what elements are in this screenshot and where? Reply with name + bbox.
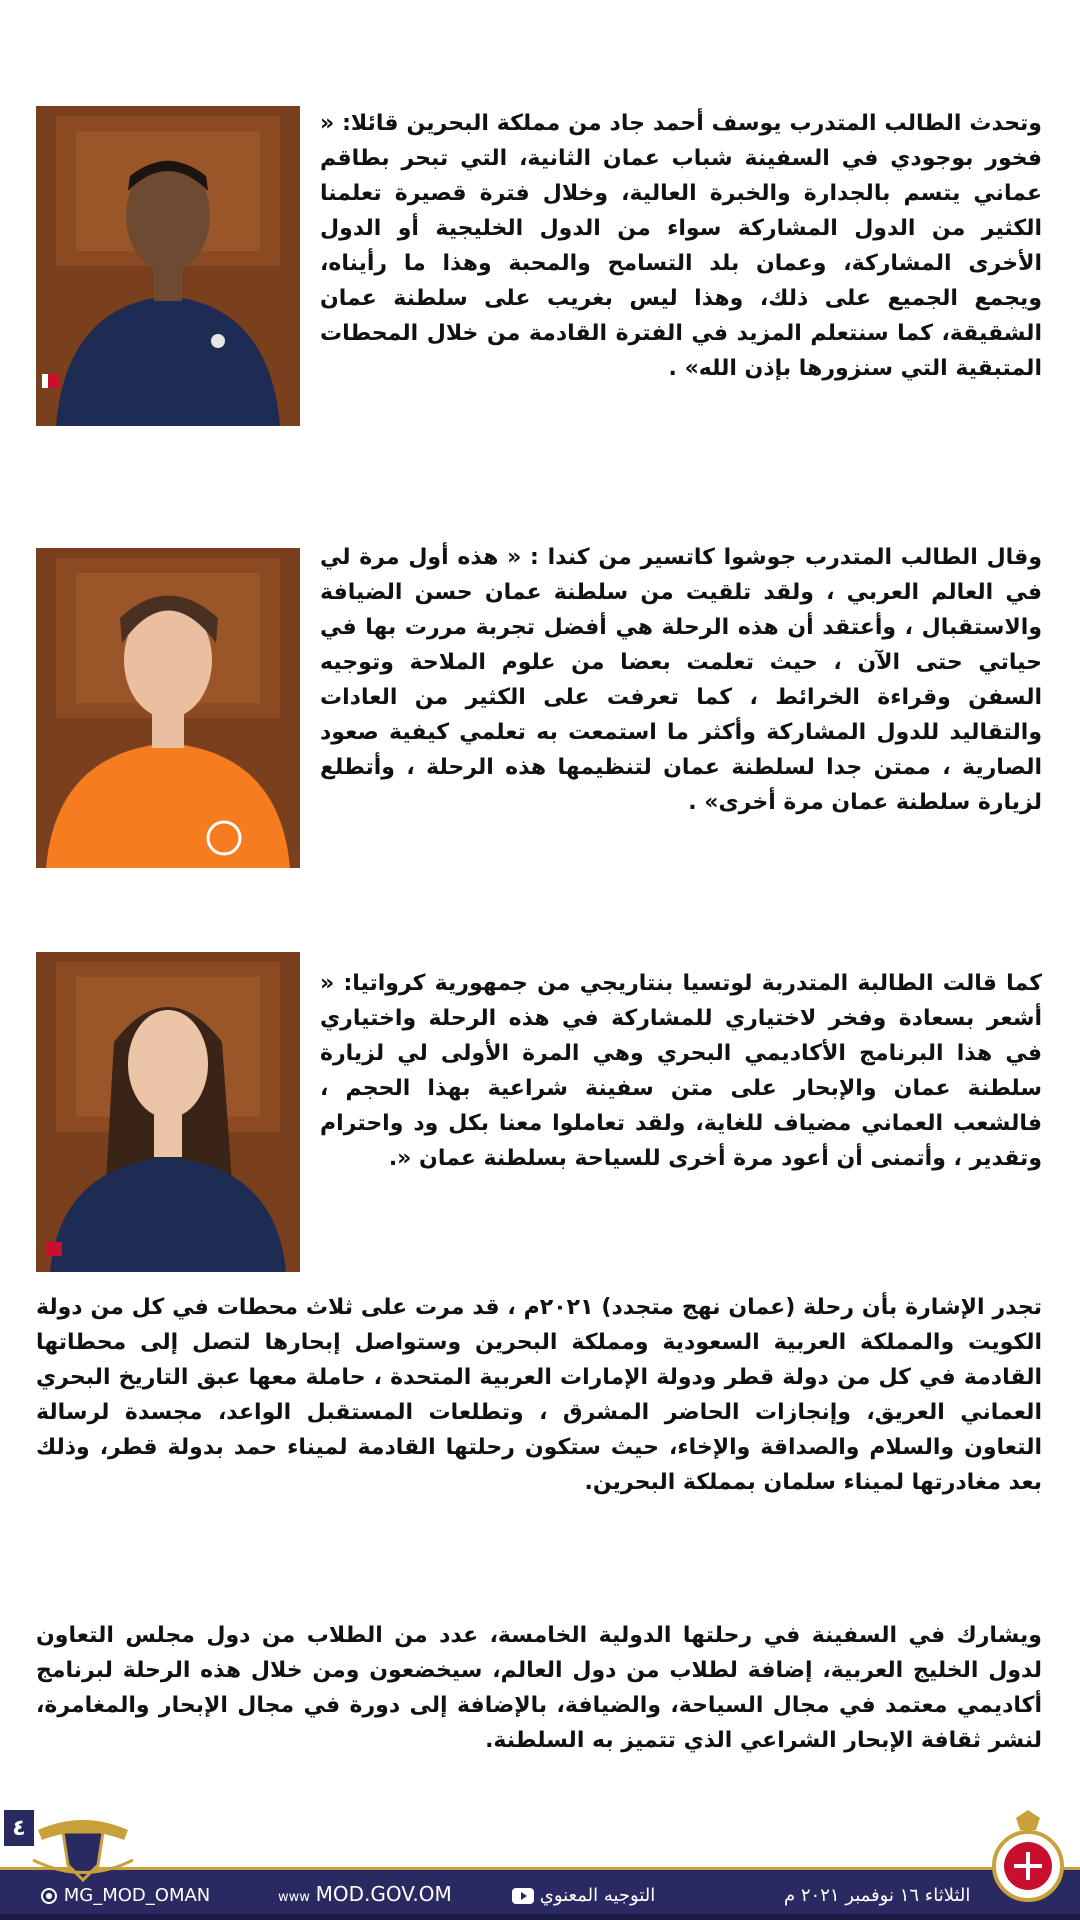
page-footer — [0, 1836, 1080, 1920]
footer-social-handle: MG_MOD_OMAN — [63, 1885, 211, 1906]
photo-trainee-croatia — [36, 952, 300, 1272]
paragraph-trainee-bahrain: وتحدث الطالب المتدرب يوسف أحمد جاد من مملكة البحرين قائلا: « فخور بوجودي في السفينة شباب عمان الثانية، التي تبحر بطاقم عماني يتسم بالجدارة والخبرة العالية، وخلال فترة قصيرة تعلمنا الكثير من الدول المشاركة سواء من الدول الخليجية أو الدول الأخرى المشاركة، وعمان بلد التسامح والمحبة وهذا ما رأيناه، ويجمع الجميع على ذلك، وهذا ليس بغريب على سلطنة عمان الشقيقة، كما سنتعلم المزيد في الفترة القادمة من خلال المحطات المتبقية التي سنزورها بإذن الله» . — [320, 111, 1042, 381]
paragraph-trainee-croatia: كما قالت الطالبة المتدربة لوتسيا بنتاريجي من جمهورية كرواتيا: « أشعر بسعادة وفخر لاختياري للمشاركة في هذه الرحلة واختياري في هذا البرنامج الأكاديمي البحري وهي المرة الأولى لي لزيارة سلطنة عمان والإبحار على متن سفينة شراعية بهذا الحجم ، فالشعب العماني مضياف للغاية، ولقد تعاملوا معنا بكل ود واحترام وتقدير ، وأتمنى أن أعود مرة أخرى للسياحة بسلطنة عمان «. — [320, 971, 1042, 1171]
footer-department — [512, 1885, 655, 1906]
photo-trainee-canada — [36, 548, 300, 868]
page-number: ٤ — [4, 1810, 34, 1846]
paragraph-participants: ويشارك في السفينة في رحلتها الدولية الخامسة، عدد من الطلاب من دول مجلس التعاون لدول الخليج العربية، إضافة لطلاب من دول العالم، سيخضعون ومن خلال هذه الرحلة لبرنامج أكاديمي معتمد في مجال السياحة، والضيافة، بالإضافة إلى دورة في مجال الإبحار والمغامرة، لنشر ثقافة الإبحار الشراعي الذي تتميز به السلطنة. — [36, 1623, 1042, 1753]
portrait-1-graphic — [36, 106, 300, 426]
youtube-icon — [512, 1888, 534, 1904]
portrait-3-graphic — [36, 952, 300, 1272]
footer-department-label: التوجيه المعنوي — [539, 1885, 656, 1906]
photo-trainee-bahrain — [36, 106, 300, 426]
paragraph-journey-info: تجدر الإشارة بأن رحلة (عمان نهج متجدد) ٢٠٢١م ، قد مرت على ثلاث محطات في كل من دولة الكويت والمملكة العربية السعودية ومملكة البحرين وستواصل إبحارها لتصل إلى محطاتها القادمة في كل من دولة قطر ودولة الإمارات العربية المتحدة ، حاملة معها عبق التاريخ البحري العماني العريق، وإنجازات الحاضر المشرق ، وتطلعات المستقبل الواعد، مجسدة لرسالة التعاون والسلام والصداقة والإخاء، حيث ستكون رحلتها القادمة لميناء حمد بدولة قطر، وذلك بعد مغادرتها لميناء سلمان بمملكة البحرين. — [36, 1295, 1042, 1495]
paragraph-trainee-canada: وقال الطالب المتدرب جوشوا كاتسير من كندا : « هذه أول مرة لي في العالم العربي ، ولقد تلقيت من سلطنة عمان حسن الضيافة والاستقبال ، وأعتقد أن هذه الرحلة هي أفضل تجربة مررت بها في حياتي حتى الآن ، حيث تعلمت بعضا من علوم الملاحة وتوجيه السفن وقراءة الخرائط ، كما تعرفت على الكثير من العادات والتقاليد للدول المشاركة وأكثر ما استمعت به تعلمي كيفية صعود الصارية ، ممتن جدا لسلطنة عمان لتنظيمها هذه الرحلة ، وأتطلع لزيارة سلطنة عمان مرة أخرى» . — [320, 545, 1042, 815]
footer-website-prefix: www — [278, 1890, 310, 1905]
footer-website[interactable] — [278, 1882, 452, 1906]
footer-date: الثلاثاء ١٦ نوفمبر ٢٠٢١ م — [784, 1885, 971, 1906]
footer-website-url: MOD.GOV.OM — [315, 1882, 452, 1906]
ministry-emblem-right — [990, 1810, 1066, 1910]
ministry-emblem-left — [28, 1810, 138, 1890]
portrait-2-graphic — [36, 548, 300, 868]
footer-bottom-strip — [0, 1914, 1080, 1920]
